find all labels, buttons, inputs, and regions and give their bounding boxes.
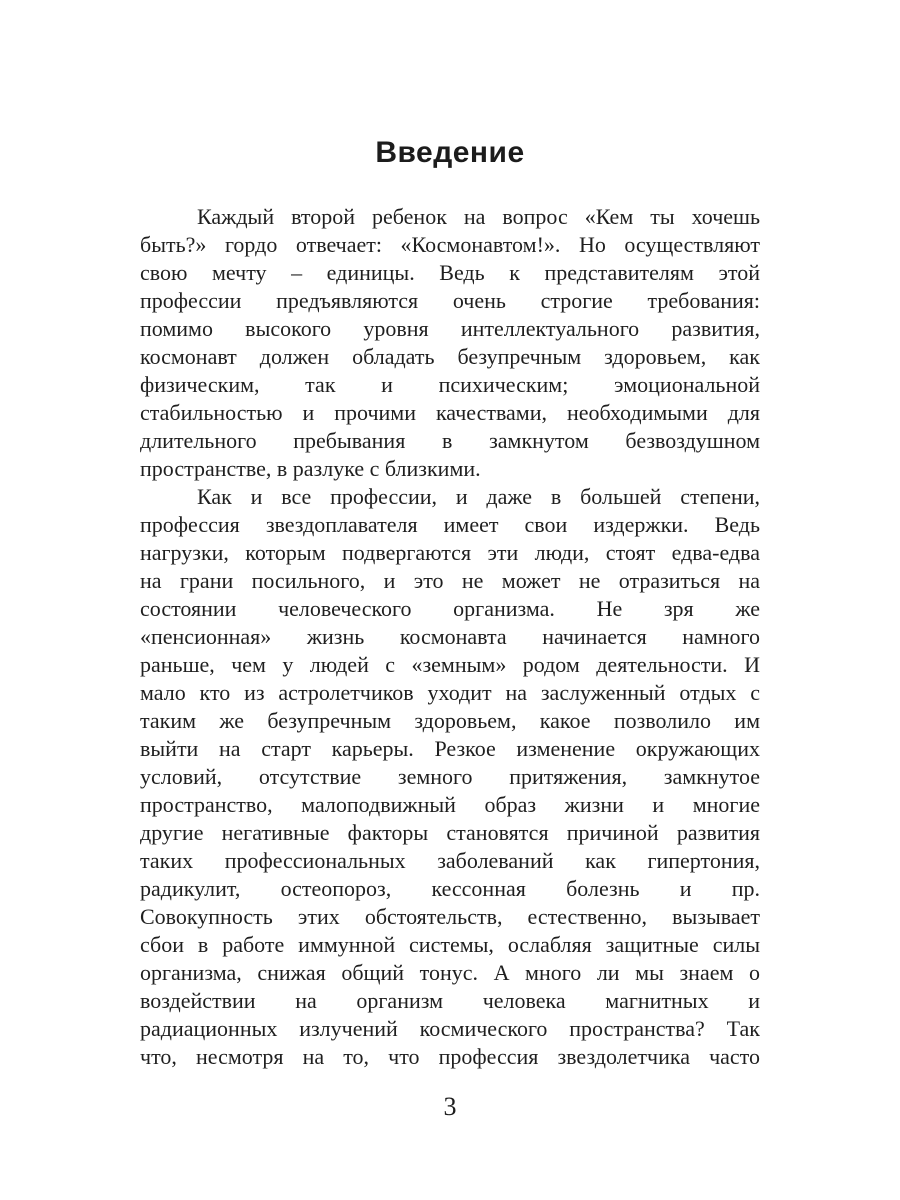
text-line: профессия звездоплавателя имеет свои издержки. Ведь: [140, 512, 760, 537]
text-line: состоянии человеческого организма. Не зря же: [140, 596, 760, 621]
text-line: мало кто из астролетчиков уходит на заслуженный отдых с: [140, 680, 760, 705]
text-line: на грани посильного, и это не может не отразиться на: [140, 568, 760, 593]
text-line: свою мечту – единицы. Ведь к представителям этой: [140, 260, 760, 285]
paragraph: [140, 483, 760, 1071]
body-text: [140, 203, 760, 1071]
text-line: пространстве, в разлуке с близкими.: [140, 456, 481, 481]
text-line: нагрузки, которым подвергаются эти люди, стоят едва-едва: [140, 540, 760, 565]
text-line: сбои в работе иммунной системы, ослабляя защитные силы: [140, 932, 760, 957]
text-line: Каждый второй ребенок на вопрос «Кем ты хочешь: [197, 204, 760, 229]
text-line: таким же безупречным здоровьем, какое позволило им: [140, 708, 760, 733]
page-number: 3: [443, 1092, 457, 1121]
text-line: что, несмотря на то, что профессия звездолетчика часто: [140, 1044, 760, 1069]
text-line: пространство, малоподвижный образ жизни и многие: [140, 792, 760, 817]
text-line: космонавт должен обладать безупречным здоровьем, как: [140, 344, 760, 369]
text-line: выйти на старт карьеры. Резкое изменение окружающих: [140, 736, 760, 761]
text-line: профессии предъявляются очень строгие требования:: [140, 288, 760, 313]
text-line: воздействии на организм человека магнитных и: [140, 988, 760, 1013]
text-line: Совокупность этих обстоятельств, естественно, вызывает: [140, 904, 760, 929]
text-line: другие негативные факторы становятся причиной развития: [140, 820, 760, 845]
text-line: стабильностью и прочими качествами, необходимыми для: [140, 400, 760, 425]
text-line: физическим, так и психическим; эмоциональной: [140, 372, 760, 397]
text-line: быть?» гордо отвечает: «Космонавтом!». Но осуществляют: [140, 232, 760, 257]
text-line: организма, снижая общий тонус. А много ли мы знаем о: [140, 960, 760, 985]
text-line: раньше, чем у людей с «земным» родом деятельности. И: [140, 652, 760, 677]
text-line: радиационных излучений космического пространства? Так: [140, 1016, 760, 1041]
text-line: «пенсионная» жизнь космонавта начинается намного: [140, 624, 760, 649]
text-line: условий, отсутствие земного притяжения, замкнутое: [140, 764, 760, 789]
text-line: таких профессиональных заболеваний как гипертония,: [140, 848, 760, 873]
page-heading: Введение: [375, 136, 525, 169]
paragraph: [140, 203, 760, 483]
text-line: радикулит, остеопороз, кессонная болезнь и пр.: [140, 876, 760, 901]
text-line: длительного пребывания в замкнутом безвоздушном: [140, 428, 760, 453]
text-line: Как и все профессии, и даже в большей степени,: [197, 484, 760, 509]
text-line: помимо высокого уровня интеллектуального развития,: [140, 316, 760, 341]
